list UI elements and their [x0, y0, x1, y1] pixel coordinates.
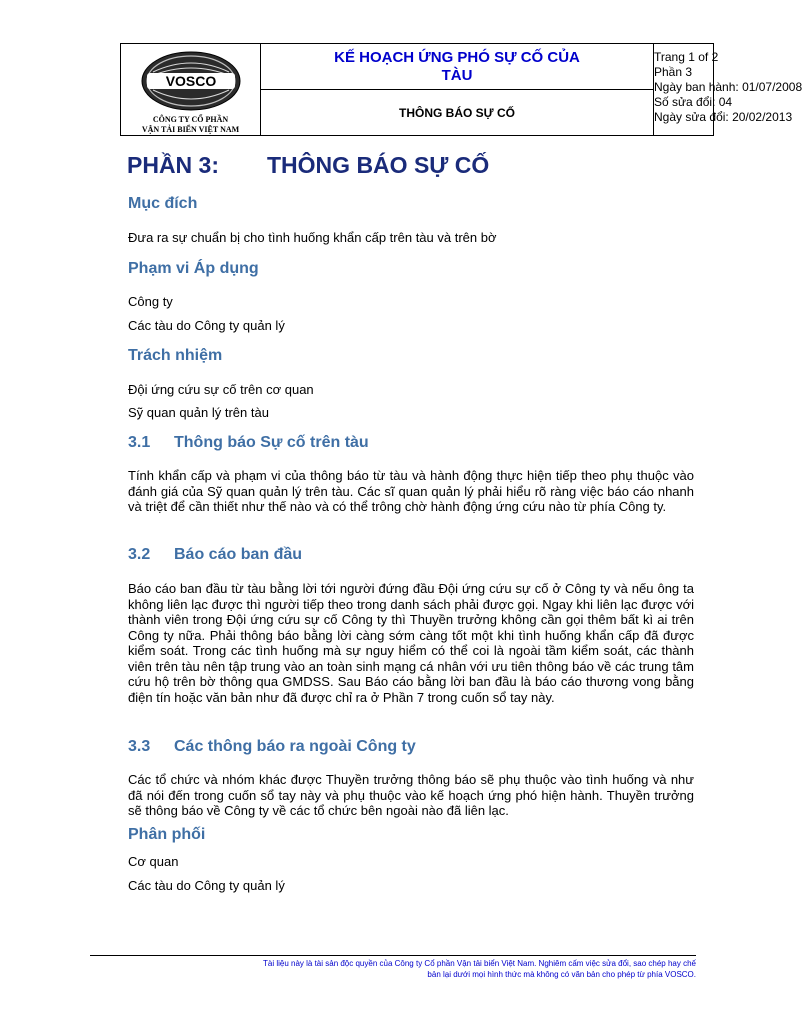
document-meta [654, 50, 802, 125]
purpose-heading: Mục đích [128, 195, 198, 212]
footer-line-2: bản lại dưới mọi hình thức mà không có văn bản cho phép từ phía VOSCO. [427, 970, 696, 979]
responsibility-item: Đội ứng cứu sự cố trên cơ quan [128, 382, 314, 397]
section-heading-text: Các thông báo ra ngoài Công ty [174, 738, 416, 755]
section-title: THÔNG BÁO SỰ CỐ [399, 105, 515, 120]
section-number: 3.3 [128, 738, 151, 755]
responsibility-item: Sỹ quan quản lý trên tàu [128, 405, 269, 420]
scope-heading: Phạm vi Áp dụng [128, 260, 259, 277]
scope-item: Các tàu do Công ty quản lý [128, 318, 285, 333]
vosco-logo-icon [139, 50, 243, 112]
meta-revision-date: Ngày sửa đổi: 20/02/2013 [654, 110, 793, 124]
section-3-1-heading [128, 434, 369, 452]
section-number: 3.1 [128, 434, 151, 451]
section-number: 3.2 [128, 546, 151, 563]
section-3-3-heading [128, 738, 416, 756]
distribution-item: Cơ quan [128, 854, 179, 869]
company-line-1: CÔNG TY CỔ PHẦN [152, 115, 229, 124]
footer-line-1: Tài liệu này là tài sản độc quyền của Công ty Cổ phần Vận tải biển Việt Nam. Nghiêm cấm việc sửa đổi, sao chép hay chế [262, 959, 696, 968]
section-3-2-heading [128, 546, 302, 564]
section-3-1-text: Tính khẩn cấp và phạm vi của thông báo từ tàu và hành động thực hiện tiếp theo phụ thuộc vào đánh giá của Sỹ quan quản lý trên tàu. Các sĩ quan quản lý phải hiểu rõ ràng việc báo cáo nhanh và triệt để cần thiết như thế nào và có thể trông chờ hành động ứng cứu nào từ phía Công ty. [128, 468, 694, 514]
responsibility-heading: Trách nhiệm [128, 347, 223, 364]
distribution-heading: Phân phối [128, 826, 206, 843]
meta-part: Phần 3 [654, 65, 693, 79]
document-header [120, 43, 802, 136]
distribution-item: Các tàu do Công ty quản lý [128, 878, 285, 893]
logo-cell [121, 44, 261, 135]
footer-notice [100, 958, 696, 980]
company-line-2: VẬN TẢI BIỂN VIỆT NAM [141, 125, 240, 134]
company-name [121, 115, 260, 135]
section-heading-text: Thông báo Sự cố trên tàu [174, 434, 369, 451]
logo-text: VOSCO [165, 73, 217, 89]
purpose-text: Đưa ra sự chuẩn bị cho tình huống khẩn cấp trên tàu và trên bờ [128, 230, 497, 245]
part-title-text: THÔNG BÁO SỰ CỐ [267, 152, 490, 178]
meta-revision-number: Số sửa đổi: 04 [654, 95, 733, 109]
section-3-2-text: Báo cáo ban đầu từ tàu bằng lời tới người đứng đầu Đội ứng cứu sự cố ở Công ty và nếu ông ta không liên lạc được thì người tiếp theo trong danh sách phải được gọi. Ngay khi liên lạc được với thành viên trong Đội ứng cứu sự cố Công ty thì Thuyền trưởng không cần gọi thêm bất kì ai trên Công ty nữa. Phải thông báo bằng lời càng sớm càng tốt một khi tình huống khẩn cấp đã được kiểm soát. Trong các tình huống mà sự nguy hiểm có thể coi là ngoài tầm kiểm soát, các thành viên trên tàu nên tập trung vào an toàn sinh mạng cá nhân với ưu tiên thông báo về các trung tâm cứu hộ trên bờ thông qua GMDSS. Sau Báo cáo bằng lời ban đầu là báo cáo thương vong bằng điện tín hoặc văn bản như đã được chỉ ra ở Phần 7 trong cuốn sổ tay này. [128, 581, 694, 705]
part-number: PHẦN 3: [127, 152, 220, 178]
footer-divider [90, 955, 696, 956]
meta-page: Trang 1 of 2 [654, 50, 719, 64]
part-title [127, 152, 489, 179]
section-heading-text: Báo cáo ban đầu [174, 546, 303, 563]
section-3-3-text: Các tổ chức và nhóm khác được Thuyền trưởng thông báo sẽ phụ thuộc vào tình huống và như đã nói đến trong cuốn sổ tay này và phụ thuộc vào kế hoạch ứng phó hiện hành. Thuyền trưởng sẽ thông báo về Công ty về các tổ chức bên ngoài nào đã liên lạc. [128, 772, 694, 818]
scope-item: Công ty [128, 294, 173, 309]
meta-issue-date: Ngày ban hành: 01/07/2008 [654, 80, 802, 94]
title-cell [261, 44, 654, 135]
plan-title: KẾ HOẠCH ỨNG PHÓ SỰ CỐ CỦA TÀU [334, 48, 580, 84]
